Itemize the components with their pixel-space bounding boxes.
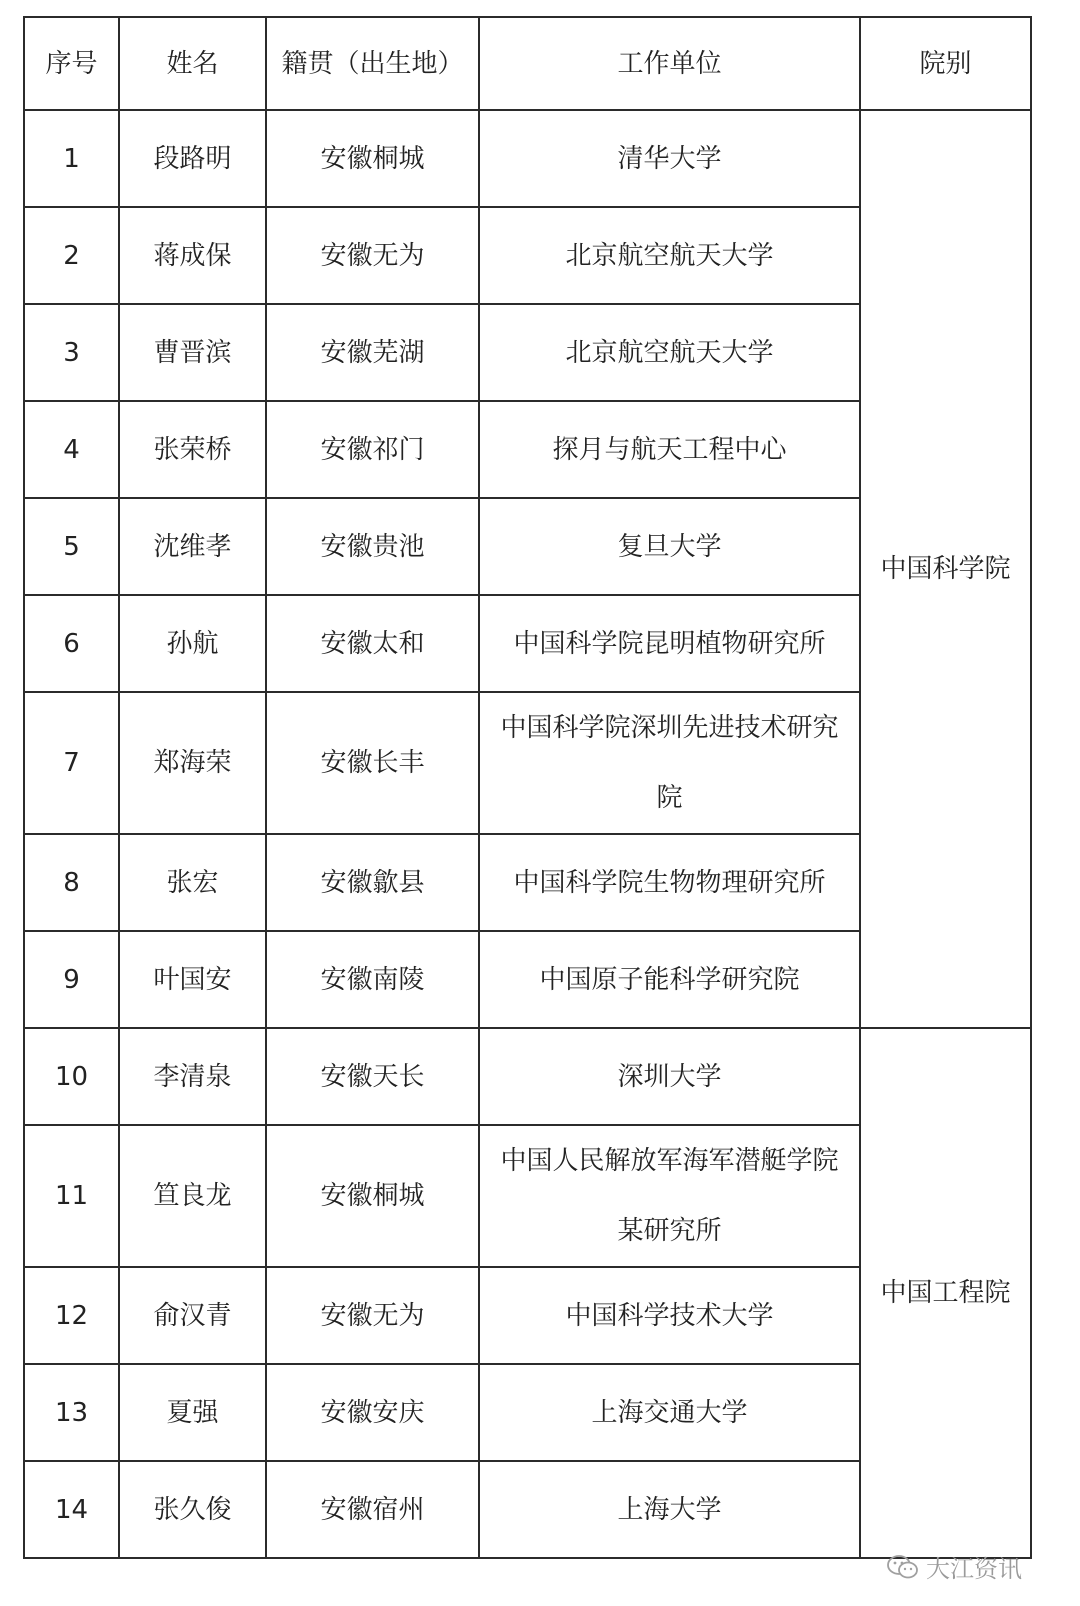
cell-index: 10: [24, 1028, 119, 1125]
academician-table: [23, 16, 1032, 1559]
table-row: [24, 1028, 1031, 1125]
cell-origin: 安徽宿州: [266, 1461, 479, 1558]
organization-text: 中国原子能科学研究院: [539, 964, 800, 995]
wechat-icon: [886, 1554, 920, 1580]
cell-organization: [479, 692, 860, 834]
organization-text: 中国科学院深圳先进技术研究院: [500, 713, 839, 813]
cell-origin: 安徽祁门: [266, 401, 479, 498]
cell-name: 孙航: [119, 595, 266, 692]
cell-index: 11: [24, 1125, 119, 1267]
cell-organization: [479, 1267, 860, 1364]
organization-text: 复旦大学: [617, 531, 722, 562]
cell-name: 张久俊: [119, 1461, 266, 1558]
organization-text: 中国科学院昆明植物研究所: [513, 628, 826, 659]
cell-name: 笪良龙: [119, 1125, 266, 1267]
cell-index: 5: [24, 498, 119, 595]
organization-text: 探月与航天工程中心: [552, 434, 787, 465]
cell-index: 13: [24, 1364, 119, 1461]
header-origin: 籍贯（出生地）: [266, 17, 479, 110]
cell-origin: 安徽贵池: [266, 498, 479, 595]
organization-text: 北京航空航天大学: [565, 337, 774, 368]
cell-index: 12: [24, 1267, 119, 1364]
cell-name: 李清泉: [119, 1028, 266, 1125]
cell-origin: 安徽天长: [266, 1028, 479, 1125]
organization-text: 上海交通大学: [591, 1397, 748, 1428]
cell-origin: 安徽无为: [266, 1267, 479, 1364]
cell-origin: 安徽安庆: [266, 1364, 479, 1461]
cell-index: 1: [24, 110, 119, 207]
organization-text: 清华大学: [617, 143, 722, 174]
cell-name: 郑海荣: [119, 692, 266, 834]
cell-organization: [479, 595, 860, 692]
cell-name: 段路明: [119, 110, 266, 207]
cell-organization: [479, 931, 860, 1028]
cell-name: 张宏: [119, 834, 266, 931]
cell-name: 俞汉青: [119, 1267, 266, 1364]
cell-academy-cae: 中国工程院: [860, 1028, 1031, 1558]
header-name: 姓名: [119, 17, 266, 110]
header-index: 序号: [24, 17, 119, 110]
organization-text: 中国科学技术大学: [565, 1300, 774, 1331]
organization-text: 北京航空航天大学: [565, 240, 774, 271]
header-academy: 院别: [860, 17, 1031, 110]
cell-index: 14: [24, 1461, 119, 1558]
organization-text: 中国人民解放军海军潜艇学院某研究所: [500, 1146, 839, 1246]
cell-academy-cas: 中国科学院: [860, 110, 1031, 1028]
cell-index: 4: [24, 401, 119, 498]
cell-organization: [479, 401, 860, 498]
cell-index: 9: [24, 931, 119, 1028]
organization-text: 上海大学: [617, 1494, 722, 1525]
cell-origin: 安徽南陵: [266, 931, 479, 1028]
cell-origin: 安徽桐城: [266, 1125, 479, 1267]
cell-index: 8: [24, 834, 119, 931]
cell-index: 2: [24, 207, 119, 304]
cell-name: 曹晋滨: [119, 304, 266, 401]
cell-name: 沈维孝: [119, 498, 266, 595]
cell-organization: [479, 1461, 860, 1558]
cell-name: 叶国安: [119, 931, 266, 1028]
table-row: [24, 110, 1031, 207]
watermark-text: 大江资讯: [926, 1555, 1022, 1583]
cell-organization: [479, 304, 860, 401]
cell-name: 蒋成保: [119, 207, 266, 304]
cell-organization: [479, 1028, 860, 1125]
watermark: [886, 1549, 1022, 1584]
cell-origin: 安徽桐城: [266, 110, 479, 207]
cell-index: 6: [24, 595, 119, 692]
cell-origin: 安徽太和: [266, 595, 479, 692]
cell-origin: 安徽长丰: [266, 692, 479, 834]
organization-text: 中国科学院生物物理研究所: [513, 867, 826, 898]
cell-index: 7: [24, 692, 119, 834]
cell-origin: 安徽无为: [266, 207, 479, 304]
cell-index: 3: [24, 304, 119, 401]
cell-origin: 安徽芜湖: [266, 304, 479, 401]
cell-organization: [479, 834, 860, 931]
organization-text: 深圳大学: [617, 1061, 722, 1092]
cell-organization: [479, 1125, 860, 1267]
header-organization: 工作单位: [479, 17, 860, 110]
cell-organization: [479, 207, 860, 304]
cell-name: 张荣桥: [119, 401, 266, 498]
cell-organization: [479, 1364, 860, 1461]
table-header-row: [24, 17, 1031, 110]
cell-name: 夏强: [119, 1364, 266, 1461]
cell-organization: [479, 498, 860, 595]
cell-origin: 安徽歙县: [266, 834, 479, 931]
cell-organization: [479, 110, 860, 207]
